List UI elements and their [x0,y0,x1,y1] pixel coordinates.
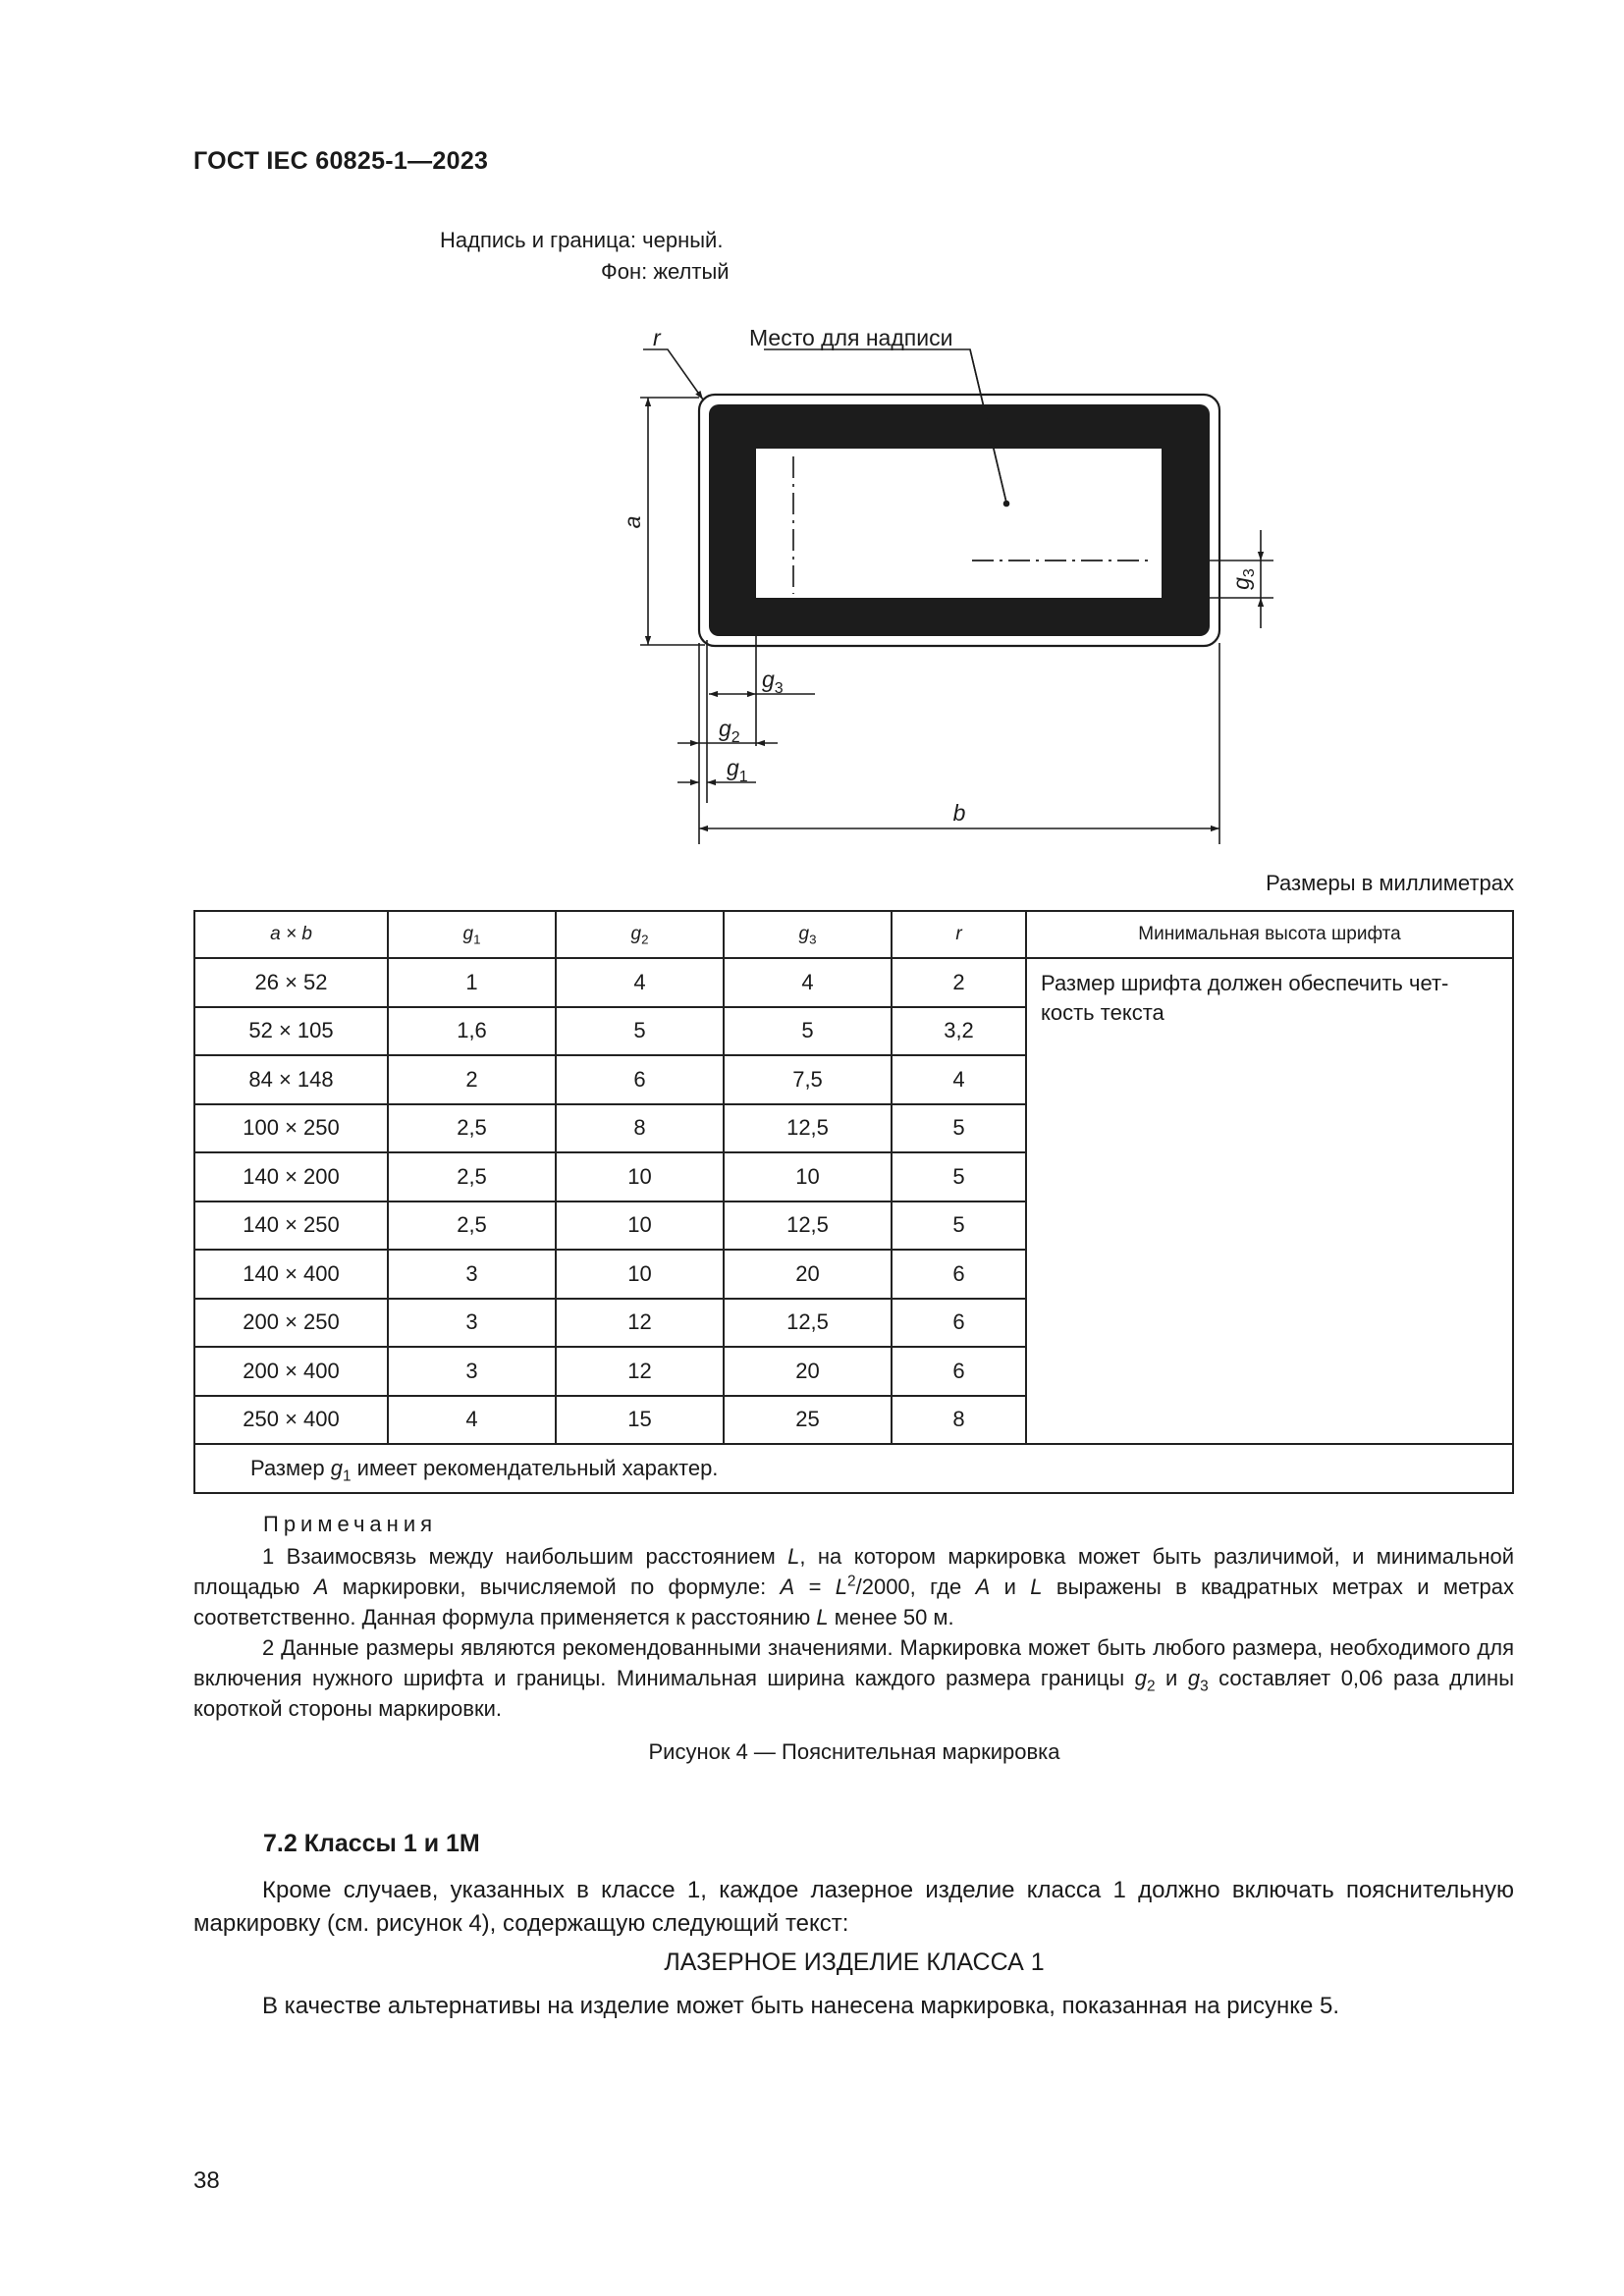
cell-g1: 2,5 [388,1104,556,1153]
cell-g2: 5 [556,1007,724,1056]
cell-g2: 12 [556,1347,724,1396]
note-1: 1 Взаимосвязь между наибольшим расстоянием L, на котором маркировка может быть различимой, и минимальной площадью A маркировки, вычисляемой по формуле: $A = L^2/2000$, где A и L выражены в квадратных метрах и метрах соответственно. Данная формула применяется к расстоянию L менее 50 м. [193,1544,1515,1629]
label-g3-right: $g_3$ [1228,568,1258,590]
note-2: 2 Данные размеры являются рекомендованными значениями. Маркировка может быть любого размера, необходимого для включения нужного шрифта и границы. Минимальная ширина каждого размера границы $g_2$ и $g_3$ составляет 0,06 раза длины короткой стороны маркировки. [193,1635,1515,1721]
section-alternative: В качестве альтернативы на изделие может быть нанесена маркировка, показанная на рисунке 5. [262,1993,1340,2019]
cell-g1: 2 [388,1055,556,1104]
figure-color-note-line1: Надпись и граница: черный. [440,228,724,252]
cell-g3: 10 [724,1152,892,1201]
document-header: ГОСТ IEC 60825-1—2023 [193,147,489,175]
cell-g1: 3 [388,1347,556,1396]
label-r: r [653,325,661,350]
cell-ab: 250 × 400 [194,1396,388,1445]
cell-ab: 84 × 148 [194,1055,388,1104]
label-dimension-drawing [0,0,1624,864]
table-footer-row [194,1444,1513,1493]
cell-g3: 25 [724,1396,892,1445]
cell-ab: 100 × 250 [194,1104,388,1153]
cell-g3: 7,5 [724,1055,892,1104]
cell-g2: 12 [556,1299,724,1348]
cell-ab: 140 × 200 [194,1152,388,1201]
label-g3-bottom: $g_3$ [762,667,784,697]
label-a: a [620,515,645,529]
label-inner-window [756,449,1162,598]
page-number: 38 [193,2167,220,2194]
figure-title: Рисунок 4 — Пояснительная маркировка [648,1739,1060,1764]
cell-g3: 5 [724,1007,892,1056]
section-body: Кроме случаев, указанных в классе 1, каждое лазерное изделие класса 1 должно включать пояснительную маркировку (см. рисунок 4), содержащую следующий текст: [193,1877,1514,1937]
header-g1: $g_1$ [388,911,556,958]
cell-r: 4 [892,1055,1026,1104]
cell-ab: 140 × 400 [194,1250,388,1299]
cell-g2: 6 [556,1055,724,1104]
cell-r: 6 [892,1299,1026,1348]
table-row [194,958,1513,1007]
cell-g1: 2,5 [388,1152,556,1201]
cell-g1: 4 [388,1396,556,1445]
cell-g3: 12,5 [724,1201,892,1251]
label-g1: $g_1$ [727,755,748,785]
label-b: b [952,800,966,826]
cell-g3: 20 [724,1250,892,1299]
header-r: r [892,911,1026,958]
cell-g2: 15 [556,1396,724,1445]
section-heading: 7.2 Классы 1 и 1М [263,1830,480,1857]
cell-font-requirement: Размер шрифта должен обеспечить чет-кость текста [1026,958,1513,1444]
cell-r: 3,2 [892,1007,1026,1056]
cell-r: 5 [892,1152,1026,1201]
cell-g1: 1,6 [388,1007,556,1056]
label-required-text: ЛАЗЕРНОЕ ИЗДЕЛИЕ КЛАССА 1 [664,1949,1045,1976]
cell-g2: 4 [556,958,724,1007]
cell-r: 5 [892,1201,1026,1251]
cell-r: 6 [892,1347,1026,1396]
cell-g2: 10 [556,1152,724,1201]
cell-g3: 4 [724,958,892,1007]
units-note: Размеры в миллиметрах [1266,871,1514,895]
cell-g3: 12,5 [724,1299,892,1348]
cell-r: 5 [892,1104,1026,1153]
cell-g2: 10 [556,1250,724,1299]
cell-g3: 12,5 [724,1104,892,1153]
notes-title: Примечания [263,1512,438,1536]
label-g2: $g_2$ [719,716,740,746]
header-g2: $g_2$ [556,911,724,958]
figure-color-note-line2: Фон: желтый [601,259,730,284]
cell-g1: 3 [388,1299,556,1348]
cell-g1: 2,5 [388,1201,556,1251]
label-place-for-text: Место для надписи [749,325,953,350]
cell-ab: 200 × 400 [194,1347,388,1396]
header-min-font: Минимальная высота шрифта [1026,911,1513,958]
cell-g2: 10 [556,1201,724,1251]
cell-ab: 26 × 52 [194,958,388,1007]
table-footer-note: Размер $g_1$ имеет рекомендательный характер. [194,1444,1513,1493]
cell-r: 2 [892,958,1026,1007]
cell-g2: 8 [556,1104,724,1153]
cell-ab: 200 × 250 [194,1299,388,1348]
cell-r: 6 [892,1250,1026,1299]
header-ab: a × b [194,911,388,958]
dimensions-table [193,910,1514,1494]
cell-ab: 52 × 105 [194,1007,388,1056]
cell-g3: 20 [724,1347,892,1396]
cell-ab: 140 × 250 [194,1201,388,1251]
cell-g1: 1 [388,958,556,1007]
header-g3: $g_3$ [724,911,892,958]
cell-g1: 3 [388,1250,556,1299]
table-header-row [194,911,1513,958]
cell-r: 8 [892,1396,1026,1445]
